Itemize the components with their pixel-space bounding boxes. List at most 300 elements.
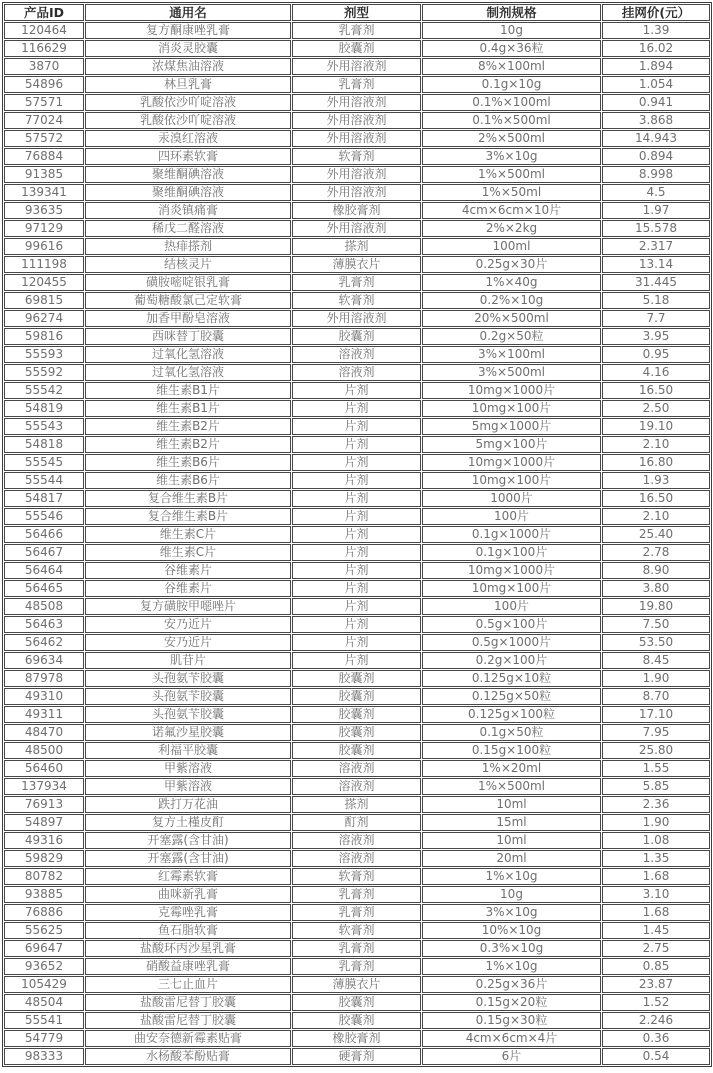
cell-product-id: 93635 [4, 202, 84, 219]
cell-generic-name: 头孢氨苄胶囊 [85, 670, 291, 687]
cell-listed-price: 1.55 [602, 760, 710, 777]
cell-spec: 1%×500ml [422, 778, 601, 795]
cell-dosage-form: 乳膏剂 [292, 940, 421, 957]
table-row [4, 112, 710, 129]
table-row [4, 544, 710, 561]
cell-generic-name: 聚维酮碘溶液 [85, 184, 291, 201]
cell-product-id: 55544 [4, 472, 84, 489]
cell-generic-name: 谷维素片 [85, 580, 291, 597]
cell-dosage-form: 薄膜衣片 [292, 256, 421, 273]
table-row [4, 454, 710, 471]
cell-listed-price: 8.998 [602, 166, 710, 183]
table-row [4, 310, 710, 327]
drug-price-table [2, 2, 712, 1067]
cell-spec: 10mg×100片 [422, 400, 601, 417]
cell-generic-name: 头孢氨苄胶囊 [85, 688, 291, 705]
cell-dosage-form: 溶液剂 [292, 850, 421, 867]
cell-dosage-form: 乳膏剂 [292, 22, 421, 39]
cell-generic-name: 盐酸环丙沙星乳膏 [85, 940, 291, 957]
cell-generic-name: 维生素C片 [85, 544, 291, 561]
cell-dosage-form: 溶液剂 [292, 346, 421, 363]
cell-listed-price: 0.85 [602, 958, 710, 975]
table-row [4, 526, 710, 543]
table-row [4, 796, 710, 813]
cell-product-id: 55625 [4, 922, 84, 939]
cell-dosage-form: 乳膏剂 [292, 886, 421, 903]
cell-listed-price: 8.70 [602, 688, 710, 705]
cell-generic-name: 葡萄糖酸氯己定软膏 [85, 292, 291, 309]
cell-product-id: 48470 [4, 724, 84, 741]
cell-product-id: 93652 [4, 958, 84, 975]
cell-spec: 6片 [422, 1048, 601, 1065]
cell-spec: 100片 [422, 508, 601, 525]
cell-dosage-form: 乳膏剂 [292, 76, 421, 93]
cell-product-id: 48500 [4, 742, 84, 759]
cell-spec: 1%×10g [422, 958, 601, 975]
cell-spec: 0.5g×100片 [422, 616, 601, 633]
cell-product-id: 54896 [4, 76, 84, 93]
cell-generic-name: 安乃近片 [85, 634, 291, 651]
cell-dosage-form: 片剂 [292, 472, 421, 489]
cell-listed-price: 1.45 [602, 922, 710, 939]
table-row [4, 814, 710, 831]
cell-dosage-form: 硬膏剂 [292, 1048, 421, 1065]
cell-generic-name: 维生素C片 [85, 526, 291, 543]
cell-listed-price: 16.80 [602, 454, 710, 471]
cell-dosage-form: 片剂 [292, 436, 421, 453]
table-row [4, 832, 710, 849]
cell-listed-price: 5.18 [602, 292, 710, 309]
cell-generic-name: 维生素B1片 [85, 400, 291, 417]
cell-spec: 0.2g×100片 [422, 652, 601, 669]
table-row [4, 130, 710, 147]
cell-listed-price: 0.36 [602, 1030, 710, 1047]
cell-generic-name: 浓煤焦油溶液 [85, 58, 291, 75]
cell-spec: 0.3%×10g [422, 940, 601, 957]
cell-generic-name: 水杨酸苯酚贴膏 [85, 1048, 291, 1065]
table-row [4, 994, 710, 1011]
cell-dosage-form: 片剂 [292, 400, 421, 417]
cell-product-id: 48504 [4, 994, 84, 1011]
table-row [4, 598, 710, 615]
cell-generic-name: 复合维生素B片 [85, 508, 291, 525]
table-row [4, 958, 710, 975]
cell-spec: 0.2%×10g [422, 292, 601, 309]
cell-generic-name: 复方酮康唑乳膏 [85, 22, 291, 39]
cell-dosage-form: 橡胶膏剂 [292, 202, 421, 219]
cell-listed-price: 15.578 [602, 220, 710, 237]
cell-generic-name: 消炎灵胶囊 [85, 40, 291, 57]
cell-dosage-form: 外用溶液剂 [292, 112, 421, 129]
cell-listed-price: 1.90 [602, 670, 710, 687]
cell-product-id: 96274 [4, 310, 84, 327]
cell-product-id: 69647 [4, 940, 84, 957]
cell-generic-name: 维生素B6片 [85, 472, 291, 489]
cell-spec: 0.25g×30片 [422, 256, 601, 273]
cell-spec: 0.1%×500ml [422, 112, 601, 129]
cell-spec: 0.1%×100ml [422, 94, 601, 111]
cell-dosage-form: 溶液剂 [292, 364, 421, 381]
cell-product-id: 105429 [4, 976, 84, 993]
cell-product-id: 49316 [4, 832, 84, 849]
cell-product-id: 76886 [4, 904, 84, 921]
table-row [4, 328, 710, 345]
cell-spec: 10ml [422, 832, 601, 849]
cell-dosage-form: 外用溶液剂 [292, 94, 421, 111]
cell-spec: 1000片 [422, 490, 601, 507]
cell-spec: 1%×500ml [422, 166, 601, 183]
cell-dosage-form: 片剂 [292, 490, 421, 507]
cell-dosage-form: 片剂 [292, 598, 421, 615]
cell-product-id: 3870 [4, 58, 84, 75]
cell-generic-name: 乳酸依沙吖啶溶液 [85, 94, 291, 111]
cell-spec: 10mg×1000片 [422, 562, 601, 579]
cell-listed-price: 14.943 [602, 130, 710, 147]
cell-product-id: 97129 [4, 220, 84, 237]
cell-listed-price: 2.75 [602, 940, 710, 957]
table-row [4, 184, 710, 201]
cell-listed-price: 2.36 [602, 796, 710, 813]
cell-spec: 5mg×100片 [422, 436, 601, 453]
cell-product-id: 91385 [4, 166, 84, 183]
cell-listed-price: 23.87 [602, 976, 710, 993]
table-row [4, 58, 710, 75]
cell-dosage-form: 胶囊剂 [292, 742, 421, 759]
header-generic-name: 通用名 [85, 4, 291, 21]
cell-dosage-form: 片剂 [292, 526, 421, 543]
cell-generic-name: 乳酸依沙吖啶溶液 [85, 112, 291, 129]
cell-dosage-form: 乳膏剂 [292, 958, 421, 975]
cell-generic-name: 维生素B6片 [85, 454, 291, 471]
cell-product-id: 87978 [4, 670, 84, 687]
cell-listed-price: 3.95 [602, 328, 710, 345]
table-header-row [4, 4, 710, 21]
cell-spec: 20ml [422, 850, 601, 867]
cell-spec: 10ml [422, 796, 601, 813]
cell-product-id: 59829 [4, 850, 84, 867]
cell-spec: 20%×500ml [422, 310, 601, 327]
cell-listed-price: 2.10 [602, 436, 710, 453]
cell-listed-price: 2.50 [602, 400, 710, 417]
cell-generic-name: 甲紫溶液 [85, 778, 291, 795]
cell-generic-name: 跌打万花油 [85, 796, 291, 813]
table-row [4, 292, 710, 309]
cell-dosage-form: 外用溶液剂 [292, 310, 421, 327]
cell-dosage-form: 片剂 [292, 544, 421, 561]
cell-listed-price: 25.40 [602, 526, 710, 543]
cell-listed-price: 0.54 [602, 1048, 710, 1065]
cell-spec: 1%×20ml [422, 760, 601, 777]
cell-dosage-form: 乳膏剂 [292, 274, 421, 291]
cell-dosage-form: 外用溶液剂 [292, 220, 421, 237]
table-row [4, 22, 710, 39]
cell-spec: 4cm×6cm×4片 [422, 1030, 601, 1047]
cell-dosage-form: 片剂 [292, 652, 421, 669]
cell-generic-name: 曲安奈德新霉素贴膏 [85, 1030, 291, 1047]
cell-spec: 15ml [422, 814, 601, 831]
cell-generic-name: 复方土槿皮酊 [85, 814, 291, 831]
table-row [4, 562, 710, 579]
table-row [4, 886, 710, 903]
cell-listed-price: 1.39 [602, 22, 710, 39]
cell-spec: 10mg×1000片 [422, 382, 601, 399]
cell-product-id: 49310 [4, 688, 84, 705]
cell-product-id: 137934 [4, 778, 84, 795]
cell-dosage-form: 外用溶液剂 [292, 166, 421, 183]
cell-spec: 0.125g×50粒 [422, 688, 601, 705]
cell-listed-price: 1.68 [602, 868, 710, 885]
table-row [4, 508, 710, 525]
cell-listed-price: 0.941 [602, 94, 710, 111]
table-row [4, 418, 710, 435]
cell-spec: 0.2g×50粒 [422, 328, 601, 345]
cell-listed-price: 16.50 [602, 382, 710, 399]
cell-spec: 10%×10g [422, 922, 601, 939]
cell-spec: 5mg×1000片 [422, 418, 601, 435]
cell-product-id: 54779 [4, 1030, 84, 1047]
cell-dosage-form: 胶囊剂 [292, 706, 421, 723]
cell-dosage-form: 片剂 [292, 562, 421, 579]
header-product-id: 产品ID [4, 4, 84, 21]
cell-spec: 10mg×100片 [422, 472, 601, 489]
table-row [4, 706, 710, 723]
cell-listed-price: 7.95 [602, 724, 710, 741]
cell-product-id: 59816 [4, 328, 84, 345]
cell-dosage-form: 片剂 [292, 508, 421, 525]
cell-dosage-form: 软膏剂 [292, 292, 421, 309]
cell-generic-name: 复合维生素B片 [85, 490, 291, 507]
cell-listed-price: 2.317 [602, 238, 710, 255]
cell-generic-name: 过氧化氢溶液 [85, 346, 291, 363]
table-row [4, 382, 710, 399]
cell-dosage-form: 薄膜衣片 [292, 976, 421, 993]
cell-listed-price: 4.16 [602, 364, 710, 381]
cell-dosage-form: 溶液剂 [292, 778, 421, 795]
cell-spec: 1%×40g [422, 274, 601, 291]
table-row [4, 904, 710, 921]
cell-listed-price: 19.10 [602, 418, 710, 435]
cell-dosage-form: 胶囊剂 [292, 1012, 421, 1029]
cell-spec: 0.125g×10粒 [422, 670, 601, 687]
cell-product-id: 56463 [4, 616, 84, 633]
cell-generic-name: 林旦乳膏 [85, 76, 291, 93]
cell-generic-name: 消炎镇痛膏 [85, 202, 291, 219]
cell-product-id: 69634 [4, 652, 84, 669]
cell-product-id: 57571 [4, 94, 84, 111]
cell-spec: 0.1g×50粒 [422, 724, 601, 741]
cell-spec: 0.15g×30粒 [422, 1012, 601, 1029]
cell-spec: 8%×100ml [422, 58, 601, 75]
cell-product-id: 99616 [4, 238, 84, 255]
cell-generic-name: 硝酸益康唑乳膏 [85, 958, 291, 975]
cell-spec: 100片 [422, 598, 601, 615]
cell-generic-name: 谷维素片 [85, 562, 291, 579]
cell-generic-name: 头孢氨苄胶囊 [85, 706, 291, 723]
cell-generic-name: 安乃近片 [85, 616, 291, 633]
cell-generic-name: 过氧化氢溶液 [85, 364, 291, 381]
cell-product-id: 54818 [4, 436, 84, 453]
cell-dosage-form: 胶囊剂 [292, 328, 421, 345]
cell-dosage-form: 片剂 [292, 418, 421, 435]
cell-spec: 0.15g×100粒 [422, 742, 601, 759]
cell-generic-name: 盐酸雷尼替丁胶囊 [85, 1012, 291, 1029]
cell-spec: 0.4g×36粒 [422, 40, 601, 57]
cell-listed-price: 1.054 [602, 76, 710, 93]
table-row [4, 1030, 710, 1047]
cell-product-id: 98333 [4, 1048, 84, 1065]
cell-generic-name: 结核灵片 [85, 256, 291, 273]
cell-listed-price: 19.80 [602, 598, 710, 615]
cell-generic-name: 聚维酮碘溶液 [85, 166, 291, 183]
cell-generic-name: 复方磺胺甲噁唑片 [85, 598, 291, 615]
cell-spec: 0.1g×1000片 [422, 526, 601, 543]
cell-generic-name: 红霉素软膏 [85, 868, 291, 885]
cell-product-id: 139341 [4, 184, 84, 201]
cell-product-id: 76913 [4, 796, 84, 813]
cell-generic-name: 三七止血片 [85, 976, 291, 993]
cell-dosage-form: 酊剂 [292, 814, 421, 831]
cell-dosage-form: 片剂 [292, 382, 421, 399]
cell-generic-name: 开塞露(含甘油) [85, 832, 291, 849]
cell-generic-name: 加香甲酚皂溶液 [85, 310, 291, 327]
header-listed-price: 挂网价(元） [602, 4, 710, 21]
cell-spec: 0.1g×10g [422, 76, 601, 93]
table-row [4, 436, 710, 453]
cell-listed-price: 3.868 [602, 112, 710, 129]
cell-generic-name: 诺氟沙星胶囊 [85, 724, 291, 741]
table-row [4, 256, 710, 273]
cell-dosage-form: 外用溶液剂 [292, 130, 421, 147]
cell-dosage-form: 胶囊剂 [292, 40, 421, 57]
cell-spec: 10mg×100片 [422, 580, 601, 597]
cell-dosage-form: 胶囊剂 [292, 724, 421, 741]
table-row [4, 850, 710, 867]
table-row [4, 688, 710, 705]
table-row [4, 652, 710, 669]
cell-spec: 10mg×1000片 [422, 454, 601, 471]
table-row [4, 742, 710, 759]
table-row [4, 1048, 710, 1065]
cell-product-id: 55542 [4, 382, 84, 399]
cell-generic-name: 西咪替丁胶囊 [85, 328, 291, 345]
cell-generic-name: 汞溴红溶液 [85, 130, 291, 147]
cell-spec: 3%×100ml [422, 346, 601, 363]
table-row [4, 490, 710, 507]
cell-listed-price: 2.246 [602, 1012, 710, 1029]
table-row [4, 760, 710, 777]
cell-generic-name: 盐酸雷尼替丁胶囊 [85, 994, 291, 1011]
table-row [4, 472, 710, 489]
cell-product-id: 69815 [4, 292, 84, 309]
cell-spec: 3%×10g [422, 148, 601, 165]
cell-listed-price: 3.80 [602, 580, 710, 597]
table-row [4, 220, 710, 237]
cell-product-id: 77024 [4, 112, 84, 129]
cell-dosage-form: 软膏剂 [292, 148, 421, 165]
cell-dosage-form: 乳膏剂 [292, 904, 421, 921]
cell-generic-name: 磺胺嘧啶银乳膏 [85, 274, 291, 291]
table-row [4, 166, 710, 183]
cell-generic-name: 维生素B2片 [85, 436, 291, 453]
cell-product-id: 55543 [4, 418, 84, 435]
cell-generic-name: 四环素软膏 [85, 148, 291, 165]
header-spec: 制剂规格 [422, 4, 601, 21]
cell-dosage-form: 搽剂 [292, 796, 421, 813]
cell-dosage-form: 片剂 [292, 616, 421, 633]
cell-listed-price: 13.14 [602, 256, 710, 273]
cell-product-id: 56464 [4, 562, 84, 579]
cell-product-id: 57572 [4, 130, 84, 147]
cell-generic-name: 甲紫溶液 [85, 760, 291, 777]
cell-dosage-form: 外用溶液剂 [292, 184, 421, 201]
cell-listed-price: 31.445 [602, 274, 710, 291]
cell-dosage-form: 胶囊剂 [292, 688, 421, 705]
cell-spec: 4cm×6cm×10片 [422, 202, 601, 219]
cell-dosage-form: 胶囊剂 [292, 994, 421, 1011]
cell-product-id: 55545 [4, 454, 84, 471]
cell-listed-price: 1.52 [602, 994, 710, 1011]
cell-generic-name: 肌苷片 [85, 652, 291, 669]
cell-listed-price: 1.68 [602, 904, 710, 921]
cell-product-id: 55546 [4, 508, 84, 525]
cell-listed-price: 1.35 [602, 850, 710, 867]
cell-dosage-form: 橡胶膏剂 [292, 1030, 421, 1047]
cell-generic-name: 稀戊二醛溶液 [85, 220, 291, 237]
cell-spec: 10g [422, 886, 601, 903]
cell-generic-name: 鱼石脂软膏 [85, 922, 291, 939]
cell-listed-price: 53.50 [602, 634, 710, 651]
cell-spec: 2%×500ml [422, 130, 601, 147]
cell-product-id: 54897 [4, 814, 84, 831]
cell-product-id: 56466 [4, 526, 84, 543]
table-row [4, 724, 710, 741]
cell-listed-price: 2.10 [602, 508, 710, 525]
table-row [4, 148, 710, 165]
cell-listed-price: 1.93 [602, 472, 710, 489]
cell-generic-name: 克霉唑乳膏 [85, 904, 291, 921]
cell-listed-price: 0.95 [602, 346, 710, 363]
cell-product-id: 54819 [4, 400, 84, 417]
cell-dosage-form: 软膏剂 [292, 922, 421, 939]
table-row [4, 670, 710, 687]
cell-listed-price: 17.10 [602, 706, 710, 723]
cell-listed-price: 8.45 [602, 652, 710, 669]
cell-listed-price: 25.80 [602, 742, 710, 759]
cell-generic-name: 开塞露(含甘油) [85, 850, 291, 867]
cell-product-id: 55593 [4, 346, 84, 363]
cell-listed-price: 3.10 [602, 886, 710, 903]
table-row [4, 580, 710, 597]
cell-generic-name: 利福平胶囊 [85, 742, 291, 759]
table-row [4, 76, 710, 93]
cell-spec: 1%×50ml [422, 184, 601, 201]
cell-dosage-form: 溶液剂 [292, 760, 421, 777]
table-row [4, 616, 710, 633]
table-row [4, 778, 710, 795]
cell-generic-name: 维生素B1片 [85, 382, 291, 399]
cell-listed-price: 1.894 [602, 58, 710, 75]
cell-listed-price: 5.85 [602, 778, 710, 795]
cell-product-id: 55592 [4, 364, 84, 381]
cell-dosage-form: 溶液剂 [292, 832, 421, 849]
cell-spec: 1%×10g [422, 868, 601, 885]
cell-spec: 0.5g×1000片 [422, 634, 601, 651]
table-row [4, 202, 710, 219]
cell-product-id: 120455 [4, 274, 84, 291]
cell-product-id: 116629 [4, 40, 84, 57]
cell-dosage-form: 片剂 [292, 634, 421, 651]
table-row [4, 364, 710, 381]
